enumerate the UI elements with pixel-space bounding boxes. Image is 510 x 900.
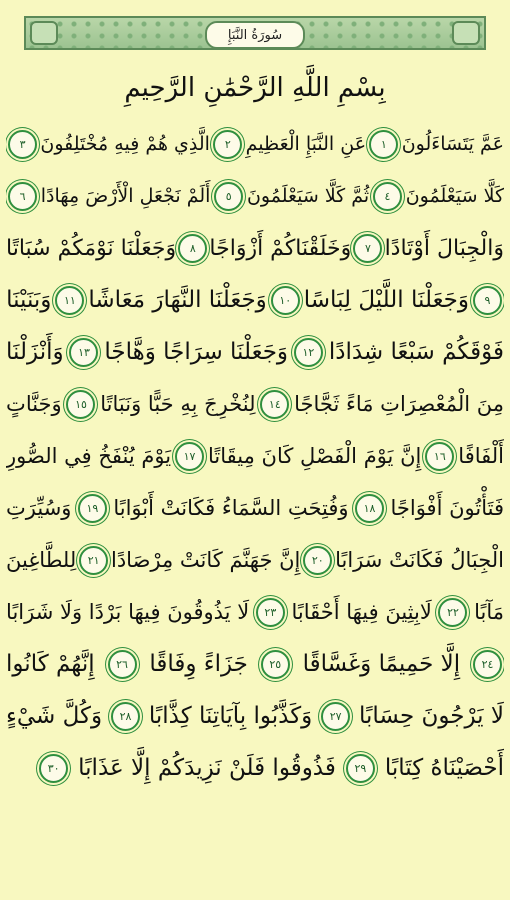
verse-text: وَجَعَلْنَا نَوْمَكُمْ سُبَاتًا: [6, 235, 177, 261]
verse-text: إِنَّ يَوْمَ الْفَصْلِ كَانَ مِيقَاتًا: [208, 444, 422, 468]
verse-line: [6, 326, 504, 378]
verse-text: إِنَّهُمْ كَانُوا: [6, 651, 95, 677]
ayah-number-marker: ٢٠: [303, 546, 332, 575]
verse-text: وَبَنَيْنَا: [6, 287, 52, 313]
verse-text: أَلَمْ نَجْعَلِ الْأَرْضَ مِهَادًا: [40, 185, 211, 207]
basmala: بِسْمِ اللَّهِ الرَّحْمَٰنِ الرَّحِيمِ: [124, 73, 386, 103]
ayah-number-marker: ٢٨: [111, 702, 140, 731]
verse-text: أَحْصَيْنَاهُ كِتَابًا: [384, 755, 504, 781]
verse-text: عَمَّ يَتَسَاءَلُونَ: [401, 133, 504, 155]
ayah-number-marker: ٢٣: [256, 598, 285, 627]
verse-text: جَزَاءً وِفَاقًا: [149, 651, 248, 677]
verse-text: الْجِبَالُ فَكَانَتْ سَرَابًا: [335, 548, 504, 572]
verse-text: وَأَنْزَلْنَا: [6, 339, 64, 365]
ayah-number-marker: ١٣: [69, 338, 98, 367]
verse-line: [6, 482, 504, 534]
verse-text: مِنَ الْمُعْصِرَاتِ مَاءً ثَجَّاجًا: [294, 392, 504, 416]
verse-line: [6, 170, 504, 222]
ayah-number-marker: ٤: [373, 182, 402, 211]
ayah-number-marker: ١٧: [175, 442, 204, 471]
verse-text: وَخَلَقْنَاكُمْ أَزْوَاجًا: [209, 235, 352, 261]
verse-text: أَلْفَافًا: [458, 444, 504, 468]
verse-text: يَوْمَ يُنْفَخُ فِي الصُّورِ: [6, 444, 172, 468]
ayah-number-marker: ٢٤: [473, 650, 502, 679]
ayah-number-marker: ١٤: [260, 390, 289, 419]
ayah-number-marker: ١٢: [294, 338, 323, 367]
ayah-number-marker: ٢٧: [321, 702, 350, 731]
ayah-number-marker: ١١: [55, 286, 84, 315]
ayah-number-marker: ٢: [213, 130, 242, 159]
ayah-number-marker: ٣: [8, 130, 37, 159]
verse-text: وَجَعَلْنَا سِرَاجًا وَهَّاجًا: [104, 339, 289, 365]
verse-text: لَا يَرْجُونَ حِسَابًا: [359, 703, 504, 729]
verse-text: وَجَعَلْنَا النَّهَارَ مَعَاشًا: [88, 287, 267, 313]
verse-text: كَلَّا سَيَعْلَمُونَ: [405, 185, 504, 207]
verse-line: [6, 586, 504, 638]
verse-text: فَوْقَكُمْ سَبْعًا شِدَادًا: [328, 339, 504, 365]
verse-text: لَا يَذُوقُونَ فِيهَا بَرْدًا وَلَا شَرَابًا: [6, 600, 250, 624]
verse-line: [6, 118, 504, 170]
verse-text: مَآبًا: [474, 600, 504, 624]
verse-text: لِلطَّاغِينَ: [6, 548, 77, 572]
verse-line: [6, 742, 504, 794]
ayah-number-marker: ١: [369, 130, 398, 159]
verse-text: وَجَنَّاتٍ: [6, 392, 62, 416]
verse-line: [6, 430, 504, 482]
verse-text: وَجَعَلْنَا اللَّيْلَ لِبَاسًا: [303, 287, 469, 313]
ayah-number-marker: ١٠: [271, 286, 300, 315]
verse-line: [6, 638, 504, 690]
verse-text: وَكَذَّبُوا بِآيَاتِنَا كِذَّابًا: [148, 703, 313, 729]
verse-text: لِنُخْرِجَ بِهِ حَبًّا وَنَبَاتًا: [100, 392, 256, 416]
ayah-number-marker: ١٨: [355, 494, 384, 523]
verse-text: الَّذِي هُمْ فِيهِ مُخْتَلِفُونَ: [40, 133, 210, 155]
verse-text: إِنَّ جَهَنَّمَ كَانَتْ مِرْصَادًا: [111, 548, 301, 572]
verse-lines: [6, 118, 504, 898]
ayah-number-marker: ٥: [214, 182, 243, 211]
ayah-number-marker: ٢١: [79, 546, 108, 575]
verse-text: عَنِ النَّبَإِ الْعَظِيمِ: [245, 133, 367, 155]
ayah-number-marker: ٢٩: [346, 754, 375, 783]
ayah-number-marker: ٣٠: [39, 754, 68, 783]
surah-title: سُورَةُ النَّبَإِ: [205, 21, 305, 49]
ayah-number-marker: ٩: [473, 286, 502, 315]
ayah-number-marker: ٢٢: [438, 598, 467, 627]
ayah-number-marker: ٨: [178, 234, 207, 263]
verse-text: فَتَأْتُونَ أَفْوَاجًا: [390, 496, 504, 520]
verse-text: وَسُيِّرَتِ: [6, 496, 72, 520]
verse-line: [6, 378, 504, 430]
verse-line: [6, 274, 504, 326]
verse-line: [6, 534, 504, 586]
verse-text: ثُمَّ كَلَّا سَيَعْلَمُونَ: [246, 185, 370, 207]
ayah-number-marker: ٧: [353, 234, 382, 263]
verse-text: وَكُلَّ شَيْءٍ: [6, 703, 103, 729]
verse-text: لَابِثِينَ فِيهَا أَحْقَابًا: [291, 600, 432, 624]
verse-text: إِلَّا حَمِيمًا وَغَسَّاقًا: [302, 651, 461, 677]
verse-text: فَذُوقُوا فَلَنْ نَزِيدَكُمْ إِلَّا عَذَابًا: [78, 755, 336, 781]
surah-header-band: [24, 16, 486, 50]
verse-text: وَفُتِحَتِ السَّمَاءُ فَكَانَتْ أَبْوَابًا: [113, 496, 349, 520]
verse-text: وَالْجِبَالَ أَوْتَادًا: [384, 235, 504, 261]
ayah-number-marker: ١٩: [78, 494, 107, 523]
verse-line: [6, 690, 504, 742]
ayah-number-marker: ٦: [8, 182, 37, 211]
ayah-number-marker: ٢٦: [108, 650, 137, 679]
verse-line: [6, 222, 504, 274]
ayah-number-marker: ١٥: [66, 390, 95, 419]
ayah-number-marker: ١٦: [425, 442, 454, 471]
ayah-number-marker: ٢٥: [261, 650, 290, 679]
